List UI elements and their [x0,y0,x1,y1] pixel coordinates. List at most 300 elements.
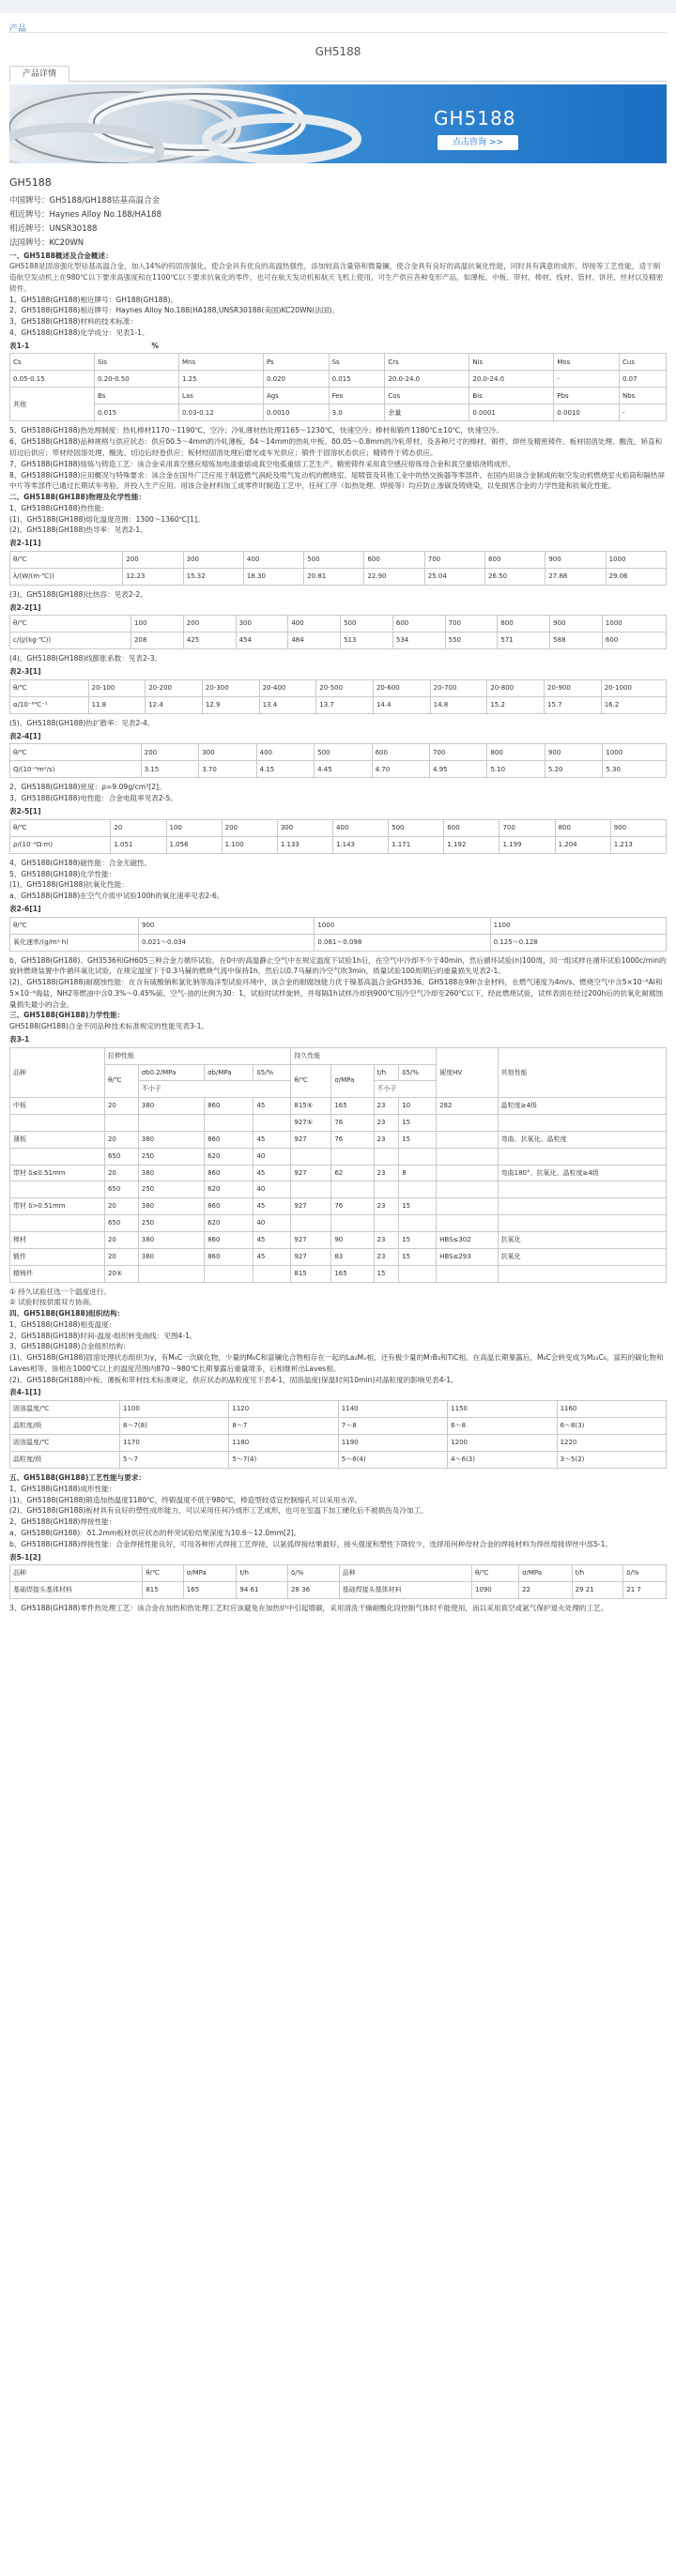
banner-title: GH5188 [434,107,516,130]
table-cell: 晶粒度≥4级 [498,1098,666,1115]
table-cell: 800 [485,551,545,568]
table-cell: 23 [374,1115,399,1132]
table-cell: 454 [236,633,288,649]
table-cell: σ/MPa [519,1565,573,1582]
table-cell: 700 [424,551,484,568]
table-cell: 抗氧化 [498,1248,666,1265]
table-row [10,761,667,778]
table-cell: 800 [498,616,550,633]
table-cell: 1.056 [166,836,222,853]
table-cell: 800 [555,819,610,836]
table-cell: 薄板 [10,1131,105,1148]
table-cell: 14.8 [430,696,487,713]
table-cell [437,1148,499,1165]
table-cell [138,1115,204,1132]
table-cell: 0.021～0.034 [139,934,315,951]
table-label: 表2-2[1] [9,602,41,612]
table-cell: 860 [205,1098,254,1115]
table-cell: 45 [254,1198,291,1215]
table-cell: 100 [166,819,222,836]
table-label: 表2-3[1] [9,667,41,677]
table-cell: 20-500 [316,679,374,696]
table-cell: 晶粒度/级 [10,1452,120,1469]
table-cell: Ss [329,354,385,371]
table-cell: 1120 [229,1401,338,1418]
table-cell: 20-800 [487,679,545,696]
table-cell: HBS≤293 [437,1248,499,1265]
table-cell: σb/MPa [205,1064,254,1081]
table-cell: 5.30 [603,761,667,778]
paragraph: 5、GH5188(GH188)化学性能： [9,869,116,878]
table-cell: 300 [199,744,256,761]
table-cell: Nbs [620,388,667,404]
table-row [10,1435,667,1452]
table-cell: 1.25 [178,371,263,388]
table-cell: 700 [499,819,555,836]
table-cell: 3.15 [141,761,198,778]
table-cell: 13.7 [316,696,374,713]
table-cell: 62 [331,1165,374,1181]
table-cell: 200 [141,744,198,761]
table-cell: 28 36 [287,1582,339,1599]
table-cell: 1000 [602,616,666,633]
table-cell [399,1215,437,1232]
table-cell: 1190 [338,1435,447,1452]
table-row [10,1401,667,1418]
table-cell: 带材 δ≤0.51mm [10,1165,105,1181]
paragraph: 1、GH5188(GH188)热性能： [9,503,109,512]
paragraph: (1)、GH5188(GH188)固溶处理状态组织为γ，有M₆C一次碳化物，少量的M₆C和富镧化合物相存在一起的La₂Mₓ相，还有极少量的M₇B₃和TiC相。在高温长期暴露后，M₆C会转变成为M₂₃C₆，富钨的碳化物和Laves相等。该相在1000℃以上的温度范围内870～980℃长期暴露后重量增多，后相继析出Laves相。 [9,1353,664,1373]
table-cell: Sis [94,354,178,371]
table-cell: 900 [139,917,315,934]
table-cell [291,1215,331,1232]
table-cell: 1.133 [277,836,332,853]
table-cell: 中板 [10,1098,105,1115]
table-label-text: 表1-1 [9,341,30,350]
table-cell: 1000 [315,917,490,934]
table-cell: 0.0010 [554,404,620,421]
paragraph: 2、GH5188(GH188)密度：ρ=9.09g/cm³[2]。 [9,783,166,792]
table-cell: 1.051 [111,836,166,853]
table-cell: 1100 [120,1401,229,1418]
paragraph: (1)、GH5188(GH188)锻造加热温度1180℃，终锻温度不低于980℃，棒造型较适宜控制缩孔可以采用水淬。 [9,1495,362,1504]
table-row [10,836,667,853]
table-cell: 12.23 [123,568,183,585]
table-cell: 400 [288,616,341,633]
table-cell: Cus [620,354,667,371]
paragraph: 2、GH5188(GH188)时间-温度-组织转变曲线：见图4-1。 [9,1331,197,1340]
table-cell: 620 [205,1181,254,1198]
thermal-expansion-table [9,679,667,714]
paragraph: 2、GH5188(GH188)相近牌号：Haynes Alloy No.188(HA188,UNSR30188(美国)KC20WN(法国)。 [9,306,339,315]
table-cell: 300 [236,616,288,633]
table-cell [498,1115,666,1132]
table-cell: 15.32 [183,568,243,585]
table-cell: 571 [498,633,550,649]
page-title: GH5188 [315,45,361,58]
table-row [10,696,667,713]
paragraph: 1、GH5188(GH188)成形性能： [9,1484,116,1493]
table-cell: 513 [341,633,393,649]
table-row [10,616,667,633]
table-cell: 晶粒度/级 [10,1418,120,1435]
table-cell: 400 [243,551,303,568]
paragraph: GH5188是固溶强化型钴基高温合金，加入14%的钨固溶强化，使合金具有优良的高温热强性，添加较高含量铬和微量镧，使合金具有良好的高温抗氧化性能，同时具有满意的成形、焊接等工艺性能，适于制造航空发动机上在980℃以下要求高强度和在1100℃以下要求抗氧化的零件，也可在航天发动机和航天飞机上使用，可生产供应各种变形产品，如薄板、中板、带材、棒材、线材、管材、饼坯、丝材以及精密铸件。 [9,262,664,293]
table-cell: 860 [205,1248,254,1265]
table-cell: Ags [263,388,329,404]
table-cell: 650 [104,1148,138,1165]
table-cell: 927 [291,1198,331,1215]
table-row [10,1115,667,1132]
table-cell: 400 [332,819,388,836]
table-cell [291,1181,331,1198]
table-cell: 15 [399,1115,437,1132]
table-cell [437,1115,499,1132]
table-cell: 1000 [606,551,666,568]
table-cell: Q/(10⁻⁶m²/s) [10,761,142,778]
mechanical-properties-table [9,1047,667,1283]
table-cell: 0.0010 [263,404,329,421]
table-cell: 14.4 [373,696,430,713]
table-cell: 20⑤ [104,1265,138,1282]
table-cell: 0.015 [94,404,178,421]
table-cell: 8～7 [229,1418,338,1435]
table-cell: 1.192 [444,836,499,853]
table-cell: 94 61 [237,1582,288,1599]
table-cell: 20 [111,819,166,836]
table-label: 表4-1[1] [9,1388,41,1397]
table-cell: 不小于 [138,1081,291,1098]
consult-button[interactable]: 点击咨询 >> [438,135,518,150]
table-cell: 1170 [120,1435,229,1452]
table-cell: 5～6(4) [338,1452,447,1469]
table-cell: 380 [138,1165,204,1181]
table-cell [498,1181,666,1198]
table-cell: σ/MPa [331,1064,374,1098]
paragraph: (2)、GH5188(GH188)热导率：见表2-1。 [9,526,147,535]
table-cell: 165 [183,1582,237,1599]
table-cell: 5～7 [120,1452,229,1469]
table-cell: 900 [610,819,666,836]
table-row [10,1181,667,1198]
table-cell: 氧化速率/(g/m²·h) [10,934,139,951]
composition-table [9,353,667,421]
table-cell [10,1181,105,1198]
table-cell [399,1265,437,1282]
table-row [10,1131,667,1148]
table-cell: 16.2 [601,696,666,713]
table-cell: 380 [138,1098,204,1115]
table-cell: 20-400 [259,679,316,696]
table-cell: 250 [138,1215,204,1232]
section-title: 二、GH5188(GH188)物理及化学性能： [9,493,146,502]
table-cell: 11.8 [88,696,146,713]
table-cell: 12.4 [146,696,203,713]
table-cell: 1090 [471,1582,518,1599]
table-cell: 380 [138,1231,204,1248]
table-cell [331,1215,374,1232]
ring-illustration [9,84,667,163]
table-cell: 品种 [10,1565,143,1582]
table-cell: 其他 [10,388,95,421]
table-cell: 1.143 [332,836,388,853]
section-title: 一、GH5188概述及合金概述： [9,251,113,260]
table-cell: 6～8(3) [557,1418,666,1435]
table-row [10,551,667,568]
table-cell: 860 [205,1231,254,1248]
table-cell: 700 [430,744,487,761]
table-cell: - [554,371,620,388]
table-row [10,679,667,696]
table-row [10,404,667,421]
table-cell [10,1115,105,1132]
table-cell [498,1215,666,1232]
table-cell: 固溶温度/℃ [10,1435,120,1452]
paragraph: b、GH5188(GH188)焊接性能：合金焊接性能良好，可用各种形式焊接工艺焊接，以氩弧焊接结果最好，接头强度和塑性下降较少，选择用何种母材合金的焊接材料为焊丝熔接焊丝中部5-1。 [9,1539,613,1548]
section-title: 五、GH5188(GH188)工艺性能与要求： [9,1473,146,1483]
table-cell: 20 [104,1198,138,1215]
table-cell: 500 [389,819,444,836]
table-cell [399,1181,437,1198]
unit-label: % [151,341,159,350]
table-cell: 620 [205,1215,254,1232]
product-name: GH5188 [9,176,52,189]
paragraph: 8、GH5188(GH188)应用概况与特殊要求：该合金在国外广泛应用于制造燃气涡轮及喷气发动机的燃烧室、尾喷管及其他工业中的热交换器等零部件。在国内用该合金制成的航空发动机燃烧室火焰筒和隔热屏中片等零部件已通过长期试车考验，并投入生产应用。用该合金材料加工成零件时制造工艺中，任何工序（如热处理、焊接等）均应防止渗碳及铸烧染，以免损害合金的力学性能和抗氧化性能。 [9,470,666,491]
table-cell: 600 [444,819,499,836]
table-cell: 20-100 [88,679,146,696]
paragraph: GH5188(GH188)合金不同品种技术标准规定的性能见表3-1。 [9,1022,209,1031]
table-cell: ρ/(10⁻⁶Ω·m) [10,836,111,853]
tab-product-detail[interactable]: 产品详情 [9,66,69,83]
table-cell: 588 [550,633,603,649]
table-cell: 10 [399,1098,437,1115]
table-cell: 4.45 [315,761,372,778]
table-cell: 200 [183,616,236,633]
table-cell: 380 [138,1248,204,1265]
table-cell: σ/MPa [183,1565,237,1582]
table-cell: Ps [263,354,329,371]
grain-size-table [9,1400,667,1469]
table-cell: 4.15 [256,761,314,778]
table-row [10,1165,667,1181]
section-title: 四、GH5188(GH188)组织结构： [9,1309,125,1318]
meta-line: 法国牌号：KC20WN [9,237,84,248]
table-cell: 4.70 [372,761,429,778]
table-row [10,1148,667,1165]
table-cell: 品种 [10,1047,105,1098]
table-cell: Bs [94,388,178,404]
table-cell: 20-1000 [601,679,666,696]
table-cell: 5～7(4) [229,1452,338,1469]
table-cell: 15 [374,1265,399,1282]
table-cell: 8～7(8) [120,1418,229,1435]
table-cell: 精铸件 [10,1265,105,1282]
table-cell: c/(J/(kg·℃)) [10,633,131,649]
top-strip [0,0,676,13]
table-cell: 20.81 [304,568,364,585]
table-cell: 1150 [448,1401,557,1418]
table-cell: 余量 [385,404,469,421]
table-cell [374,1181,399,1198]
paragraph: ① 持久试验任选一个温度进行。 [9,1287,111,1296]
table-cell: 620 [205,1148,254,1165]
table-cell: 1.100 [222,836,277,853]
table-cell [254,1265,291,1282]
table-cell [437,1198,499,1215]
table-cell: 23 [374,1198,399,1215]
table-cell: 20-700 [430,679,487,696]
table-cell: Cs [10,354,95,371]
table-cell: Mns [178,354,263,371]
table-cell: α/10⁻⁶℃⁻¹ [10,696,89,713]
table-cell: 0.07 [620,371,667,388]
table-cell: 15 [399,1248,437,1265]
table-cell [374,1215,399,1232]
paragraph: (2)、GH5188(GH188)板材具有良好的塑性成形能力，可以采用任何冷成形工艺成形，也可在室温下加工硬化后不被损伤及冷加工。 [9,1506,428,1516]
table-cell: 锻件 [10,1248,105,1265]
meta-line: 相近牌号：Haynes Alloy No.188/HA188 [9,209,161,220]
table-cell: Bis [469,388,554,404]
table-row [10,934,667,951]
table-row [10,633,667,649]
table-cell: 100 [131,616,184,633]
paragraph: (3)、GH5188(GH188)比热容：见表2-2。 [9,589,147,599]
table-cell: 基础焊接头基体材料 [339,1582,471,1599]
weld-stress-table [9,1564,667,1599]
paragraph: (2)、GH5188(GH188)耐腐蚀性能：在含有硫酸钠和氯化钠等海洋型试验环境中，该合金的耐腐蚀能力优于镍基高温合金GH3536。GH5188在9种含金材料，在燃气速度为4m/s、燃烧空气中含5×10⁻⁶Al和5×10⁻⁶海盐，NH2等燃油中含0.3%～0.45%硫、空气-油的比例为30：1，试验时试样旋转，并每隔1h试样冷却到900℃用冷空气冷却至260℃以下，经此燃烧试验，试样表面在经过200h后的抗氧化耐腐蚀量损失最小的合金。 [9,978,664,1009]
table-cell: λ/(W/(m·℃)) [10,568,123,585]
table-row [10,1198,667,1215]
table-cell: 860 [205,1131,254,1148]
table-cell: θ/℃ [10,819,111,836]
table-cell: 0.0001 [469,404,554,421]
table-row [10,1248,667,1265]
table-cell: 400 [256,744,314,761]
paragraph: 6、GH5188(GH188)品种规格与供应状态：供应δ0.5～4mm的冷轧薄板、δ4～14mm的热轧中板、δ0.05～0.8mm的冷轧带材、及各种尺寸的棒材、锻件、焊丝及精密铸件。板材固溶处理、酸洗、矫直和切边后供应；带材经固溶处理、酸洗、切边后经卷供应；板材经固溶处理后磨光或车光供应；锻件于固溶状态供应；精铸件于铸态供应。 [9,437,663,457]
table-cell: 23 [374,1098,399,1115]
table-cell: 1.213 [610,836,666,853]
table-cell: 1160 [557,1401,666,1418]
table-cell: 200 [222,819,277,836]
paragraph: 3、GH5188(GH188)材料的技术标准： [9,317,138,327]
table-row [10,1418,667,1435]
table-cell: 8 [399,1165,437,1181]
table-cell: 650 [104,1181,138,1198]
thermal-conductivity-table [9,551,667,586]
table-cell: 927 [291,1165,331,1181]
table-cell: 815 [143,1582,183,1599]
table-cell: θ/℃ [291,1064,331,1098]
table-row [10,388,667,404]
table-cell: 550 [445,633,498,649]
oxidation-rate-table [9,917,667,952]
table-cell: 13.4 [259,696,316,713]
table-cell: 1140 [338,1401,447,1418]
table-cell: 固溶温度/℃ [10,1401,120,1418]
table-cell: Las [178,388,263,404]
breadcrumb-label[interactable]: 产品 [9,24,27,34]
table-cell: 22 [519,1582,573,1599]
paragraph: 4、GH5188(GH188)化学成分：见表1-1。 [9,328,149,337]
table-cell: 0.125～0.128 [490,934,666,951]
table-cell: 1.171 [389,836,444,853]
table-cell: 534 [392,633,445,649]
table-cell: Mos [554,354,620,371]
table-cell [205,1115,254,1132]
paragraph: (5)、GH5188(GH188)热扩散率：见表2-4。 [9,718,155,727]
table-cell: 76 [331,1115,374,1132]
table-cell: 600 [364,551,424,568]
table-cell: 15 [399,1198,437,1215]
table-cell: Fes [329,388,385,404]
paragraph: (1)、GH5188(GH188)抗氧化性能： [9,880,129,890]
table-cell: 0.05-0.15 [10,371,95,388]
table-cell: 45 [254,1165,291,1181]
table-cell: 21 7 [623,1582,667,1599]
table-cell [498,1198,666,1215]
table-row [10,744,667,761]
table-cell [10,1215,105,1232]
table-cell: δ5/% [399,1064,437,1081]
table-cell: t/h [237,1565,288,1582]
table-cell: 282 [437,1098,499,1115]
table-cell: 品种 [339,1565,471,1582]
table-cell: 425 [183,633,236,649]
table-cell: 6～8 [448,1418,557,1435]
table-cell [437,1265,499,1282]
paragraph: (2)、GH5188(GH188)中板、薄板和带材技术标准规定，供应状态的晶粒度见下表4-1，固溶温度(保温时间10min)对晶粒度的影响见表4-1。 [9,1375,458,1384]
table-cell: 弯曲、抗氧化、晶粒度 [498,1131,666,1148]
table-cell [254,1115,291,1132]
table-cell: θ/℃ [10,744,142,761]
table-cell: 23 [374,1231,399,1248]
section-title: 三、GH5188(GH188)力学性能： [9,1011,125,1020]
table-cell: 23 [374,1165,399,1181]
table-cell: θ/℃ [10,917,139,934]
paragraph: (4)、GH5188(GH188)线膨胀系数：见表2-3。 [9,654,162,663]
paragraph: 3、GH5188(GH188)零件热处理工艺：该合金在加热和热处理工艺时应该避免在加热炉中引起增碳，采用清洗干燥耐酸化段控制气体时不能使用，而以采用真空或氩气保护退火处理的工艺。 [9,1604,608,1613]
paragraph: 4、GH5188(GH188)磁性能：合金无磁性。 [9,858,152,867]
table-cell: 7～8 [338,1418,447,1435]
table-cell: 250 [138,1148,204,1165]
table-cell: 其他性能 [498,1047,666,1098]
table-cell: 927 [291,1231,331,1248]
table-cell: 20 [104,1131,138,1148]
table-cell: 拉伸性能 [104,1047,290,1064]
paragraph: a、GH5188(GH188)：δ1.2mm板材供应状态的杯突试验结果深度为10.6～12.0mm[2]。 [9,1529,301,1537]
table-cell: 200 [123,551,183,568]
table-cell: 4.95 [430,761,487,778]
paragraph: ② 试验时按供需双方协商。 [9,1298,97,1307]
table-cell: 20 [104,1231,138,1248]
table-cell [437,1215,499,1232]
table-cell: 15.7 [545,696,602,713]
table-cell: 5.20 [545,761,602,778]
table-cell: 927 [291,1131,331,1148]
table-cell: 20 [104,1248,138,1265]
table-cell: 26.50 [485,568,545,585]
table-cell: 600 [372,744,429,761]
table-cell: 5.10 [487,761,545,778]
table-cell [437,1131,499,1148]
table-cell [374,1148,399,1165]
table-cell: 45 [254,1131,291,1148]
table-cell: 1100 [490,917,666,934]
table-cell: 1000 [603,744,667,761]
table-cell [104,1115,138,1132]
table-row [10,1265,667,1282]
breadcrumb [9,17,667,33]
